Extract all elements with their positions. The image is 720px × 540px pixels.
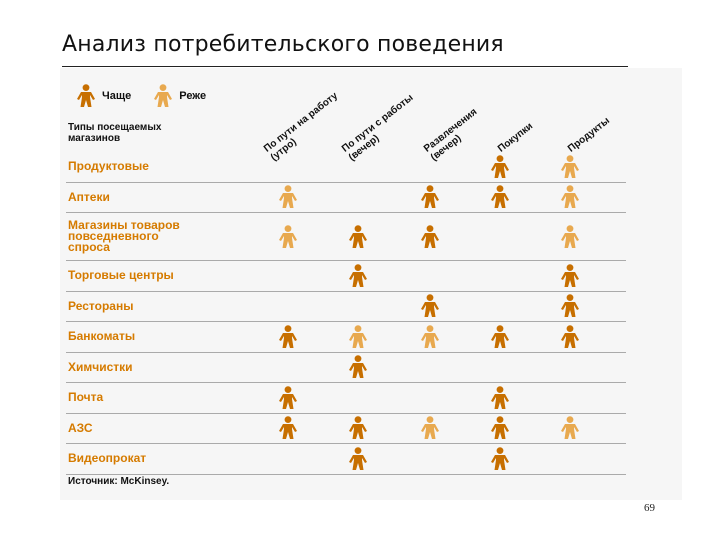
legend [76,82,218,110]
person-rare-icon [153,84,173,108]
person-frequent-icon [348,264,368,288]
person-frequent-icon [490,386,510,410]
person-frequent-icon [348,447,368,471]
person-frequent-icon [420,225,440,249]
row-label: Почта [68,390,104,405]
table-row [66,353,626,384]
page-number: 69 [644,502,655,514]
person-frequent-icon [490,416,510,440]
person-rare-icon [560,416,580,440]
column-header-evening: По пути с работы (вечер) [340,92,416,164]
legend-label-frequent: Чаще [102,90,132,102]
row-label: Видеопрокат [68,451,147,466]
legend-label-rare: Реже [179,90,207,102]
table-row [66,292,626,323]
row-label: Химчистки [68,359,133,374]
person-frequent-icon [348,416,368,440]
person-frequent-icon [278,325,298,349]
row-label: Магазины товаров повседневного спроса [68,218,180,254]
column-header-groceries: Продукты [566,115,612,155]
store-type-table [66,152,626,475]
person-frequent-icon [348,355,368,379]
legend-item-rare [153,84,206,108]
person-frequent-icon [490,185,510,209]
column-header-shopping: Покупки [496,120,536,155]
row-header-label: Типы посещаемых магазинов [68,122,162,144]
person-rare-icon [420,325,440,349]
row-label: Торговые центры [68,268,174,283]
table-row [66,444,626,475]
person-rare-icon [560,225,580,249]
person-frequent-icon [348,225,368,249]
legend-item-frequent [76,84,131,108]
person-frequent-icon [278,416,298,440]
person-frequent-icon [420,294,440,318]
title-divider [62,66,628,67]
column-header-entertainment: Развлечения (вечер) [422,106,480,164]
slide-title: Анализ потребительского поведения [62,32,504,57]
person-frequent-icon [278,386,298,410]
column-header-morning: По пути на работу (утро) [262,90,341,164]
table-row [66,183,626,214]
person-frequent-icon [560,264,580,288]
row-label: АЗС [68,420,93,435]
table-row [66,322,626,353]
row-label: Рестораны [68,298,134,313]
person-frequent-icon [560,294,580,318]
row-label: Аптеки [68,189,110,204]
person-rare-icon [348,325,368,349]
person-frequent-icon [490,325,510,349]
row-label: Банкоматы [68,329,136,344]
table-row [66,261,626,292]
person-rare-icon [278,225,298,249]
person-frequent-icon [490,447,510,471]
source-note: Источник: McKinsey. [68,476,170,487]
person-rare-icon [278,185,298,209]
table-row [66,213,626,261]
person-rare-icon [560,185,580,209]
person-frequent-icon [560,325,580,349]
table-row [66,414,626,445]
row-label: Продуктовые [68,159,149,174]
person-frequent-icon [420,185,440,209]
person-frequent-icon [490,155,510,179]
person-rare-icon [560,155,580,179]
person-frequent-icon [76,84,96,108]
table-row [66,152,626,183]
table-row [66,383,626,414]
person-rare-icon [420,416,440,440]
